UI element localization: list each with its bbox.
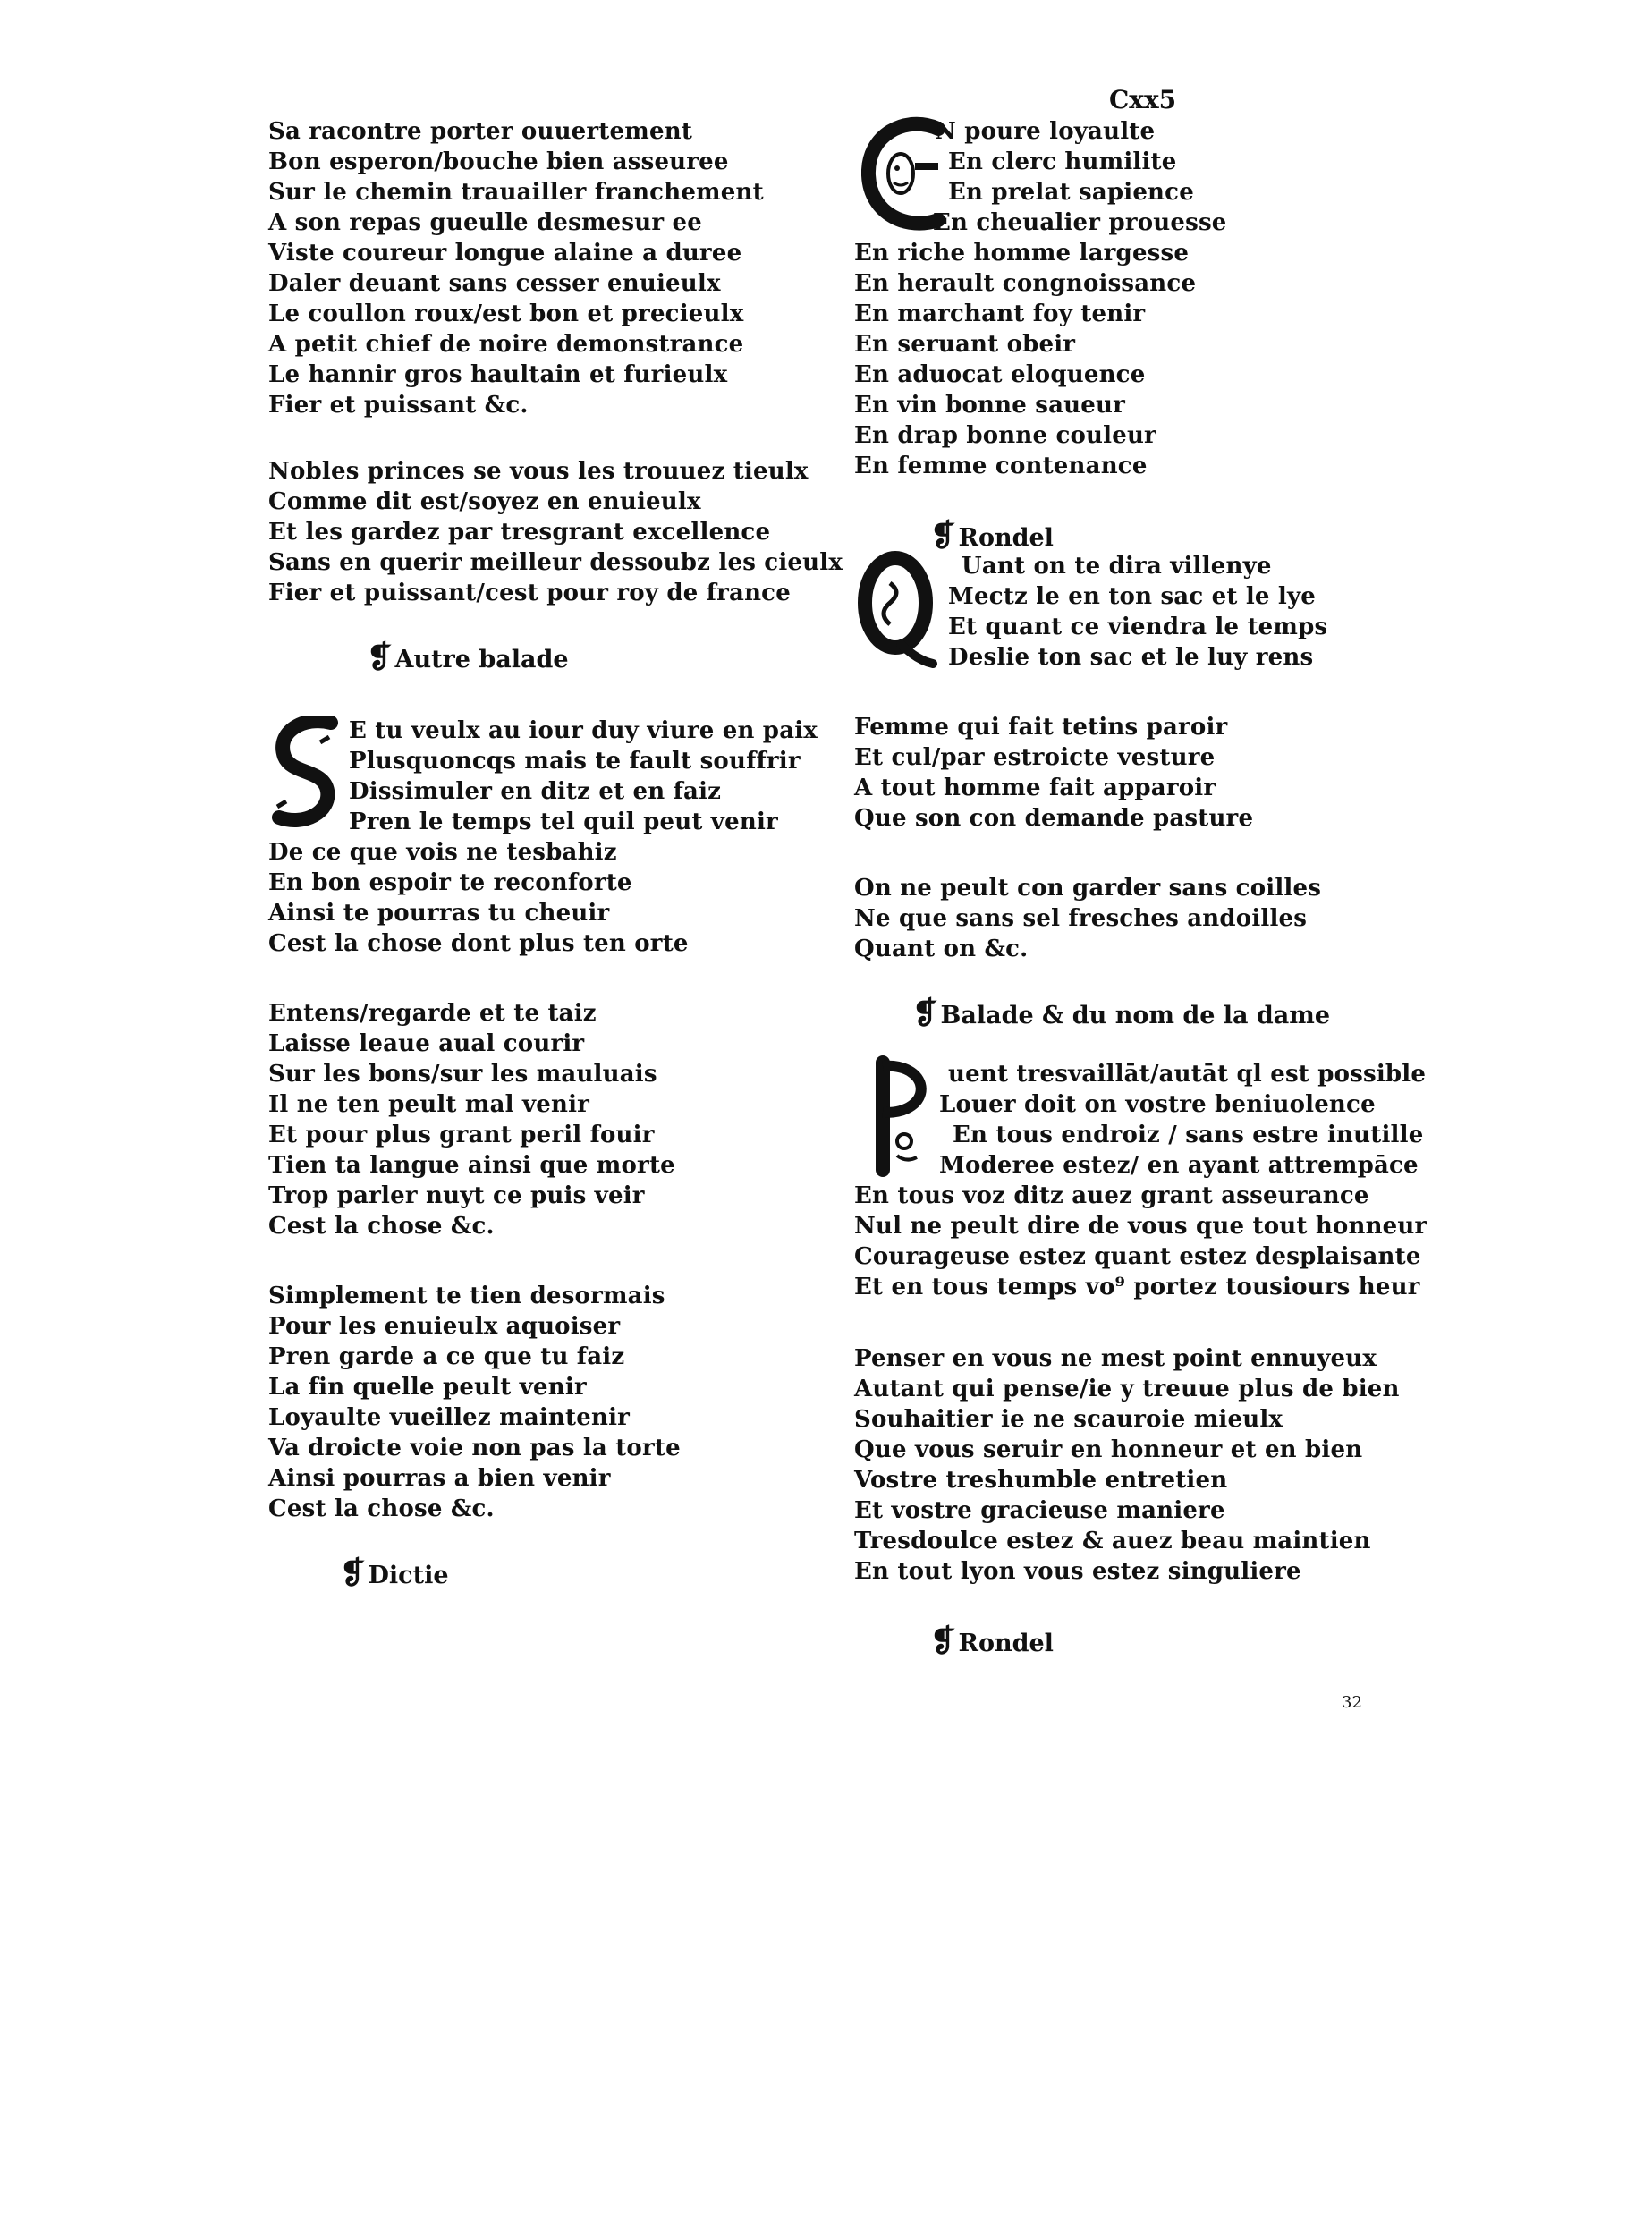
verse-line: Fier et puissant/cest pour roy de france <box>268 580 791 606</box>
verse-line: Entens/regarde et te taiz <box>268 1000 597 1027</box>
decorated-initial-p-icon <box>861 1055 938 1177</box>
verse-line: Va droicte voie non pas la torte <box>268 1435 681 1461</box>
verse-line: Et cul/par estroicte vesture <box>854 744 1216 771</box>
verse-line: Vostre treshumble entretien <box>854 1467 1228 1494</box>
decorated-initial-q-icon <box>854 547 938 669</box>
verse-line: Moderee estez/ en ayant attrempāce <box>939 1152 1419 1179</box>
verse-line: Sur les bons/sur les mauluais <box>268 1061 657 1088</box>
verse-line: En cheualier prouesse <box>933 209 1227 236</box>
heading-dictie <box>340 1555 449 1591</box>
verse-line: De ce que vois ne tesbahiz <box>268 839 617 866</box>
verse-line: En herault congnoissance <box>854 270 1197 297</box>
verse-line: Pren garde a ce que tu faiz <box>268 1343 625 1370</box>
verse-line: Que son con demande pasture <box>854 805 1254 832</box>
decorated-initial-s-icon <box>268 716 343 834</box>
verse-line: On ne peult con garder sans coilles <box>854 875 1322 902</box>
verse-line: En drap bonne couleur <box>854 422 1156 449</box>
verse-line: Trop parler nuyt ce puis veir <box>268 1182 645 1209</box>
verse-line: En femme contenance <box>854 453 1148 479</box>
verse-line: Et en tous temps vo⁹ portez tousiours heur <box>854 1274 1420 1300</box>
verse-line: Et quant ce viendra le temps <box>948 614 1328 640</box>
verse-line: En vin bonne saueur <box>854 392 1125 419</box>
verse-line: A petit chief de noire demonstrance <box>268 331 744 358</box>
pilcrow-icon: ❡ <box>367 639 393 675</box>
verse-line: En clerc humilite <box>948 148 1177 175</box>
verse-line: En aduocat eloquence <box>854 361 1146 388</box>
verse-line: Ainsi pourras a bien venir <box>268 1465 611 1492</box>
verse-line: Pour les enuieulx aquoiser <box>268 1313 621 1340</box>
verse-line: Louer doit on vostre beniuolence <box>939 1091 1376 1118</box>
verse-line: En tous voz ditz auez grant asseurance <box>854 1182 1369 1209</box>
heading-text: Autre balade <box>394 646 569 673</box>
verse-line: Laisse leaue aual courir <box>268 1030 585 1057</box>
verse-line: Courageuse estez quant estez desplaisante <box>854 1243 1421 1270</box>
verse-line: Fier et puissant &c. <box>268 392 529 419</box>
verse-line: Cest la chose &c. <box>268 1213 495 1240</box>
verse-line: Nul ne peult dire de vous que tout honneur <box>854 1213 1427 1240</box>
verse-line: Le hannir gros haultain et furieulx <box>268 361 728 388</box>
verse-line: Daler deuant sans cesser enuieulx <box>268 270 721 297</box>
heading-balade-dame <box>912 995 1331 1031</box>
verse-line: Pren le temps tel quil peut venir <box>349 809 778 835</box>
verse-line: En seruant obeir <box>854 331 1076 358</box>
verse-line: Plusquoncqs mais te fault souffrir <box>349 748 801 775</box>
verse-line: Simplement te tien desormais <box>268 1283 665 1309</box>
verse-line: Quant on &c. <box>854 936 1029 962</box>
verse-line: Que vous seruir en honneur et en bien <box>854 1436 1363 1463</box>
verse-line: Tien ta langue ainsi que morte <box>268 1152 675 1179</box>
heading-text: Balade & du nom de la dame <box>940 1002 1331 1029</box>
verse-line: En riche homme largesse <box>854 240 1190 267</box>
verse-line: Comme dit est/soyez en enuieulx <box>268 488 701 515</box>
verse-line: Penser en vous ne mest point ennuyeux <box>854 1345 1377 1372</box>
verse-line: Deslie ton sac et le luy rens <box>948 644 1314 671</box>
verse-line: Nobles princes se vous les trouuez tieulx <box>268 458 809 485</box>
verse-line: Sa racontre porter ouuertement <box>268 118 693 145</box>
verse-line: Viste coureur longue alaine a duree <box>268 240 742 267</box>
verse-line: La fin quelle peult venir <box>268 1374 587 1401</box>
pilcrow-icon: ❡ <box>912 995 938 1031</box>
verse-line: En tous endroiz / sans estre inutille <box>953 1122 1424 1148</box>
verse-line: En marchant foy tenir <box>854 301 1146 327</box>
pilcrow-icon: ❡ <box>930 1623 956 1659</box>
verse-line: Cest la chose dont plus ten orte <box>268 930 689 957</box>
verse-line: Ne que sans sel fresches andoilles <box>854 905 1308 932</box>
heading-text: Rondel <box>958 1630 1054 1657</box>
verse-line: Cest la chose &c. <box>268 1495 495 1522</box>
heading-text: Rondel <box>958 524 1054 552</box>
verse-line: Il ne ten peult mal venir <box>268 1091 590 1118</box>
decorated-initial-s <box>268 716 343 834</box>
verse-line: E tu veulx au iour duy viure en paix <box>349 717 818 744</box>
verse-line: N poure loyaulte <box>935 118 1156 145</box>
pilcrow-icon: ❡ <box>340 1555 366 1591</box>
verse-line: Souhaitier ie ne scauroie mieulx <box>854 1406 1283 1433</box>
verse-line: Uant on te dira villenye <box>962 553 1272 580</box>
verse-line: Sur le chemin trauailler franchement <box>268 179 764 206</box>
verse-line: En tout lyon vous estez singuliere <box>854 1558 1301 1585</box>
verse-line: En bon espoir te reconforte <box>268 869 632 896</box>
verse-line: Et pour plus grant peril fouir <box>268 1122 655 1148</box>
verse-line: Ainsi te pourras tu cheuir <box>268 900 610 927</box>
heading-rondel-2 <box>930 1623 1054 1659</box>
verse-line: Sans en querir meilleur dessoubz les cieulx <box>268 549 843 576</box>
page-number: 32 <box>1342 1693 1362 1712</box>
verse-line: A son repas gueulle desmesur ee <box>268 209 702 236</box>
verse-line: uent tresvaillāt/autāt ql est possible <box>948 1061 1427 1088</box>
verse-line: Autant qui pense/ie y treuue plus de bien <box>854 1376 1400 1402</box>
verse-line: Bon esperon/bouche bien asseuree <box>268 148 729 175</box>
verse-line: En prelat sapience <box>948 179 1194 206</box>
pilcrow-icon: ❡ <box>930 518 956 554</box>
verse-line: Et vostre gracieuse maniere <box>854 1497 1225 1524</box>
heading-text: Dictie <box>368 1562 449 1589</box>
verse-line: Femme qui fait tetins paroir <box>854 714 1228 741</box>
verse-line: Dissimuler en ditz et en faiz <box>349 778 722 805</box>
verse-line: A tout homme fait apparoir <box>854 775 1216 801</box>
verse-line: Et les gardez par tresgrant excellence <box>268 519 771 546</box>
verse-line: Loyaulte vueillez maintenir <box>268 1404 631 1431</box>
verse-line: Le coullon roux/est bon et precieulx <box>268 301 744 327</box>
decorated-initial-p <box>861 1055 938 1177</box>
decorated-initial-q <box>854 547 938 669</box>
verse-line: Mectz le en ton sac et le lye <box>948 583 1317 610</box>
verse-line: Tresdoulce estez & auez beau maintien <box>854 1528 1371 1554</box>
folio-signature: Cxx5 <box>1109 85 1177 114</box>
heading-rondel-1 <box>930 518 1054 554</box>
heading-autre-balade <box>367 639 569 675</box>
